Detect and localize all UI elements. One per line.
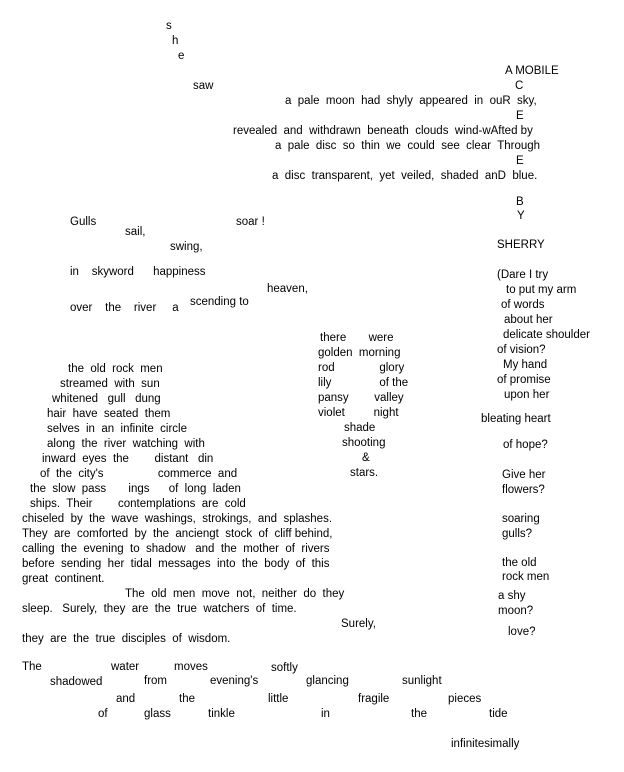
old-men-line: They are comforted by the anciengt stock of cliff behind,	[22, 528, 333, 540]
old-men-line: selves in an infinite circle	[47, 423, 187, 435]
heaven-word: heaven,	[267, 283, 308, 295]
right-column-line: to put my arm	[506, 284, 577, 296]
old-men-line: they are the true disciples of wisdom.	[22, 633, 231, 645]
flower-line: there were	[320, 332, 394, 344]
water-word: fragile	[358, 693, 390, 705]
water-word: glass	[144, 708, 171, 720]
right-column-line: of words	[501, 299, 545, 311]
water-word: pieces	[448, 693, 482, 705]
acrostic-letter: B	[516, 196, 524, 208]
water-word: tinkle	[208, 708, 235, 720]
old-men-line: of the city's commerce and	[40, 468, 238, 480]
right-column-line: upon her	[504, 389, 550, 401]
right-column-line: My hand	[503, 359, 548, 371]
gulls-word: Gulls	[70, 216, 97, 228]
moon-line: revealed and withdrawn beneath clouds wind-wAfted by	[233, 125, 533, 137]
water-word: tide	[489, 708, 508, 720]
right-column-line: flowers?	[502, 484, 545, 496]
water-word: glancing	[306, 675, 349, 687]
water-word: the	[411, 708, 427, 720]
saw-word: saw	[193, 80, 214, 92]
right-column-line: about her	[504, 314, 553, 326]
old-men-line: inward eyes the distant din	[42, 453, 214, 465]
water-word: shadowed	[50, 676, 103, 688]
old-men-line: Surely,	[341, 618, 376, 630]
water-word: softly	[271, 662, 298, 674]
water-word: sunlight	[402, 675, 442, 687]
old-men-line: The old men move not, neither do they	[125, 588, 345, 600]
old-men-line: along the river watching with	[47, 438, 205, 450]
old-men-line: calling the evening to shadow and the mother of rivers	[22, 543, 330, 555]
old-men-line: before sending her tidal messages into the body of this	[22, 558, 330, 570]
acrostic-header: A MOBILE	[505, 65, 559, 77]
right-column-line: delicate shoulder	[503, 329, 590, 341]
right-column-line: a shy	[498, 590, 526, 602]
old-men-line: streamed with sun	[60, 378, 160, 390]
water-word: little	[268, 693, 289, 705]
over-river-line: over the river a	[70, 302, 179, 314]
flower-line: stars.	[350, 467, 379, 479]
right-column-line: rock men	[502, 571, 550, 583]
flower-line: &	[362, 452, 370, 464]
old-men-line: the old rock men	[68, 363, 163, 375]
right-column-line: (Dare I try	[497, 269, 549, 281]
moon-line: a pale disc so thin we could see clear Through	[275, 140, 541, 152]
old-men-line: great continent.	[22, 573, 105, 585]
water-word: and	[116, 693, 136, 705]
acrostic-letter: Y	[517, 210, 525, 222]
flower-line: shade	[344, 422, 376, 434]
flower-line: violet night	[318, 407, 399, 419]
water-word: water	[111, 661, 140, 673]
acrostic-letter: E	[516, 110, 524, 122]
title-letter-h: h	[172, 35, 179, 47]
water-word: in	[321, 708, 330, 720]
old-men-line: chiseled by the wave washings, strokings, and splashes.	[22, 513, 333, 525]
acrostic-letter: E	[516, 155, 524, 167]
acrostic-letter: C	[515, 80, 524, 92]
old-men-line: ships. Their contemplations are cold	[30, 498, 246, 510]
water-word: the	[179, 693, 195, 705]
flower-line: shooting	[342, 437, 386, 449]
old-men-line: hair have seated them	[47, 408, 171, 420]
water-word: The	[22, 661, 42, 673]
water-word: from	[144, 675, 167, 687]
author-name: SHERRY	[497, 239, 545, 251]
old-men-line: sleep. Surely, they are the true watchers of time.	[22, 603, 297, 615]
right-column-line: of hope?	[503, 439, 548, 451]
moon-line: a disc transparent, yet veiled, shaded anD blue.	[272, 170, 538, 182]
right-column-line: moon?	[498, 605, 534, 617]
right-column-line: of vision?	[497, 344, 546, 356]
right-column-line: gulls?	[502, 528, 533, 540]
soar-word: soar !	[236, 216, 265, 228]
skyword-line: in skyword happiness	[70, 266, 206, 278]
moon-line: a pale moon had shyly appeared in ouR sky,	[285, 95, 537, 107]
right-column-line: bleating heart	[481, 413, 551, 425]
sail-word: sail,	[125, 226, 146, 238]
water-word: moves	[174, 661, 208, 673]
title-letter-s: s	[166, 20, 172, 32]
water-word: of	[98, 708, 108, 720]
title-letter-e: e	[178, 50, 185, 62]
flower-line: golden morning	[318, 347, 401, 359]
flower-line: pansy valley	[318, 392, 404, 404]
final-word: infinitesimally	[451, 738, 520, 750]
right-column-line: Give her	[502, 469, 546, 481]
water-word: evening's	[210, 675, 259, 687]
flower-line: lily of the	[318, 377, 409, 389]
scending-word: scending to	[190, 296, 249, 308]
flower-line: rod glory	[318, 362, 405, 374]
right-column-line: love?	[508, 626, 536, 638]
right-column-line: the old	[502, 557, 537, 569]
old-men-line: the slow pass ings of long laden	[30, 483, 241, 495]
old-men-line: whitened gull dung	[52, 393, 161, 405]
swing-word: swing,	[170, 241, 203, 253]
right-column-line: of promise	[497, 374, 551, 386]
right-column-line: soaring	[502, 513, 540, 525]
